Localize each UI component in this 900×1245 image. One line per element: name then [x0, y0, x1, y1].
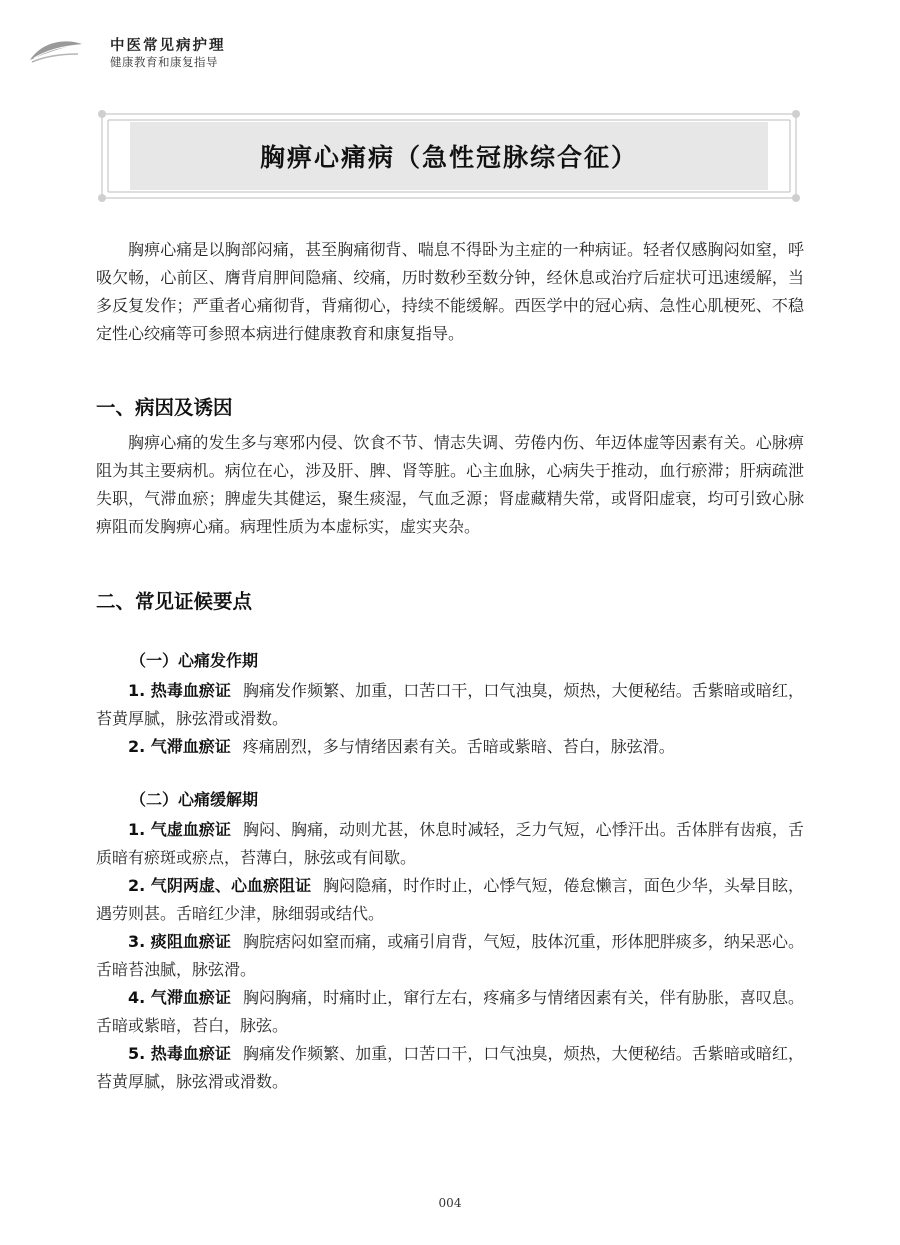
subsection-title-onset: （一）心痛发作期: [130, 651, 259, 670]
list-item: [96, 928, 804, 984]
syndrome-text: 胸痛发作频繁、加重，口苦口干，口气浊臭，烦热，大便秘结。舌紫暗或暗红，苔黄厚腻，脉弦滑或滑数。: [96, 681, 804, 728]
syndrome-label: 2. 气阴两虚、心血瘀阻证: [128, 876, 312, 895]
book-title: 中医常见病护理: [110, 37, 226, 54]
section-title-syndromes: 二、常见证候要点: [96, 590, 253, 613]
intro-paragraph: 胸痹心痛是以胸部闷痛，甚至胸痛彻背、喘息不得卧为主症的一种病证。轻者仅感胸闷如窒，呼吸欠畅，心前区、膺背肩胛间隐痛、绞痛，历时数秒至数分钟，经休息或治疗后症状可迅速缓解，当多反复发作；严重者心痛彻背，背痛彻心，持续不能缓解。西医学中的冠心病、急性心肌梗死、不稳定性心绞痛等可参照本病进行健康教育和康复指导。: [96, 240, 804, 343]
syndrome-label: 1. 热毒血瘀证: [128, 681, 231, 700]
chapter-title: 胸痹心痛病（急性冠脉综合征）: [259, 143, 638, 172]
subsection-title-remission: （二）心痛缓解期: [130, 790, 259, 809]
remission-syndrome-list: [96, 816, 804, 1096]
leaf-icon: [28, 38, 84, 64]
syndrome-label: 2. 气滞血瘀证: [128, 737, 231, 756]
running-header: [26, 30, 326, 78]
list-item: [96, 984, 804, 1040]
syndrome-text: 胸脘痞闷如窒而痛，或痛引肩背，气短，肢体沉重，形体肥胖痰多，纳呆恶心。舌暗苔浊腻，脉弦滑。: [96, 932, 804, 979]
list-item: [96, 1040, 804, 1096]
syndrome-label: 3. 痰阻血瘀证: [128, 932, 231, 951]
syndrome-label: 4. 气滞血瘀证: [128, 988, 231, 1007]
syndrome-label: 5. 热毒血瘀证: [128, 1044, 231, 1063]
syndrome-text: 疼痛剧烈，多与情绪因素有关。舌暗或紫暗、苔白，脉弦滑。: [242, 737, 675, 756]
chapter-title-frame: [96, 108, 802, 204]
syndrome-text: 胸闷隐痛，时作时止，心悸气短，倦怠懒言，面色少华，头晕目眩，遇劳则甚。舌暗红少津，脉细弱或结代。: [96, 876, 804, 923]
syndrome-text: 胸闷胸痛，时痛时止，窜行左右，疼痛多与情绪因素有关，伴有胁胀，喜叹息。舌暗或紫暗，苔白，脉弦。: [96, 988, 804, 1035]
causes-paragraph: 胸痹心痛的发生多与寒邪内侵、饮食不节、情志失调、劳倦内伤、年迈体虚等因素有关。心脉痹阻为其主要病机。病位在心，涉及肝、脾、肾等脏。心主血脉，心病失于推动，血行瘀滞；肝病疏泄失职，气滞血瘀；脾虚失其健运，聚生痰湿，气血乏源；肾虚藏精失常，或肾阳虚衰，均可引致心脉痹阻而发胸痹心痛。病理性质为本虚标实，虚实夹杂。: [96, 433, 804, 536]
list-item: [96, 816, 804, 872]
list-item: [96, 733, 804, 761]
page-number: 004: [438, 1196, 462, 1210]
syndrome-label: 1. 气虚血瘀证: [128, 820, 231, 839]
list-item: [96, 872, 804, 928]
syndrome-text: 胸闷、胸痛，动则尤甚，休息时减轻，乏力气短，心悸汗出。舌体胖有齿痕，舌质暗有瘀斑或瘀点，苔薄白，脉弦或有间歇。: [96, 820, 804, 867]
list-item: [96, 677, 804, 733]
page-content: [96, 230, 804, 1096]
onset-syndrome-list: [96, 677, 804, 761]
syndrome-text: 胸痛发作频繁、加重，口苦口干，口气浊臭，烦热，大便秘结。舌紫暗或暗红，苔黄厚腻，脉弦滑或滑数。: [96, 1044, 804, 1091]
book-subtitle: 健康教育和康复指导: [110, 55, 218, 69]
section-title-causes: 一、病因及诱因: [96, 396, 233, 419]
chapter-title-box: [130, 122, 768, 190]
